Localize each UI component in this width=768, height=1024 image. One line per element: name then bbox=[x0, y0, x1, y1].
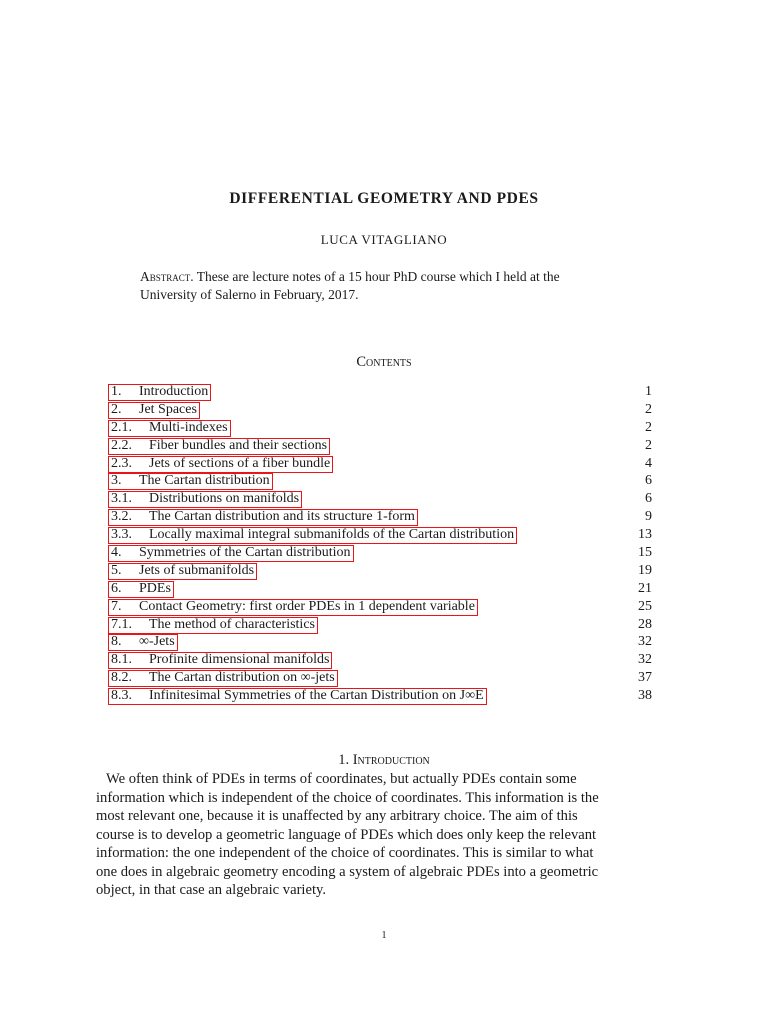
body-text-line: We often think of PDEs in terms of coordinates, but actually PDEs contain some bbox=[106, 771, 577, 787]
toc-entry-title: Introduction bbox=[139, 384, 209, 399]
toc-entry-number: 8. bbox=[111, 634, 122, 650]
toc-entry-page: 25 bbox=[638, 598, 652, 614]
toc-entry-page: 2 bbox=[645, 401, 652, 417]
toc-entry-page: 19 bbox=[638, 562, 652, 578]
toc-link[interactable] bbox=[108, 402, 200, 419]
toc-entry-number: 2.3. bbox=[111, 455, 132, 471]
toc-entry bbox=[108, 490, 652, 508]
toc-entry-number: 3.3. bbox=[111, 527, 132, 543]
toc-link[interactable] bbox=[108, 688, 487, 705]
toc-entry-number: 1. bbox=[111, 384, 122, 399]
toc-entry-number: 7.1. bbox=[111, 616, 132, 632]
toc-link[interactable] bbox=[108, 652, 332, 669]
contents-heading: Contents bbox=[356, 354, 412, 370]
table-of-contents bbox=[108, 383, 652, 705]
toc-entry-number: 7. bbox=[111, 598, 122, 614]
toc-entry-page: 6 bbox=[645, 491, 652, 507]
abstract-text-line-1: These are lecture notes of a 15 hour PhD course which I held at the bbox=[196, 269, 560, 284]
toc-entry-title: Locally maximal integral submanifolds of the Cartan distribution bbox=[149, 527, 515, 543]
toc-entry-title: ∞-Jets bbox=[139, 634, 175, 650]
toc-entry-number: 3.1. bbox=[111, 491, 132, 507]
toc-entry bbox=[108, 544, 652, 562]
toc-link[interactable] bbox=[108, 670, 338, 687]
toc-entry bbox=[108, 633, 652, 651]
toc-entry-title: The Cartan distribution on ∞-jets bbox=[149, 670, 335, 686]
toc-entry bbox=[108, 455, 652, 473]
body-text-line: most relevant one, because it is unaffected by any arbitrary choice. The aim of this bbox=[96, 808, 578, 824]
toc-link[interactable] bbox=[108, 473, 273, 490]
toc-entry-title: The Cartan distribution bbox=[139, 473, 270, 489]
toc-entry-number: 5. bbox=[111, 562, 122, 578]
toc-entry-title: Contact Geometry: first order PDEs in 1 dependent variable bbox=[139, 598, 475, 614]
body-text-line: object, in that case an algebraic variety. bbox=[96, 882, 327, 898]
toc-entry-page: 2 bbox=[645, 437, 652, 453]
toc-entry-title: Fiber bundles and their sections bbox=[149, 437, 328, 453]
toc-entry bbox=[108, 472, 652, 490]
toc-entry bbox=[108, 508, 652, 526]
toc-entry-title: Distributions on manifolds bbox=[149, 491, 300, 507]
toc-link[interactable] bbox=[108, 384, 211, 401]
toc-link[interactable] bbox=[108, 545, 354, 562]
toc-entry-title: Symmetries of the Cartan distribution bbox=[139, 545, 351, 561]
body-text-line: information which is independent of the choice of coordinates. This information is the bbox=[96, 789, 599, 806]
toc-link[interactable] bbox=[108, 420, 231, 437]
toc-entry bbox=[108, 651, 652, 669]
toc-entry-page: 21 bbox=[638, 580, 652, 596]
toc-entry-title: Infinitesimal Symmetries of the Cartan Distribution on J∞E bbox=[149, 688, 484, 704]
toc-entry-page: 32 bbox=[638, 652, 652, 668]
toc-entry bbox=[108, 562, 652, 580]
page-number: 1 bbox=[381, 930, 387, 941]
abstract bbox=[140, 268, 620, 304]
toc-link[interactable] bbox=[108, 581, 174, 598]
toc-entry-number: 8.1. bbox=[111, 652, 132, 668]
toc-entry bbox=[108, 419, 652, 437]
body-text-line: information: the one independent of the choice of coordinates. This is similar to what bbox=[96, 845, 594, 861]
toc-entry-number: 8.2. bbox=[111, 670, 132, 686]
toc-entry-page: 32 bbox=[638, 634, 652, 650]
toc-entry-page: 37 bbox=[638, 670, 652, 686]
toc-entry-number: 2.1. bbox=[111, 419, 132, 435]
section-heading bbox=[0, 752, 768, 769]
toc-entry bbox=[108, 526, 652, 544]
toc-entry-number: 6. bbox=[111, 580, 122, 596]
toc-link[interactable] bbox=[108, 509, 418, 526]
paper-title: DIFFERENTIAL GEOMETRY AND PDES bbox=[229, 190, 539, 207]
toc-entry-title: Jets of submanifolds bbox=[139, 562, 255, 578]
toc-entry-number: 2. bbox=[111, 401, 122, 417]
toc-link[interactable] bbox=[108, 456, 333, 473]
toc-entry-page: 38 bbox=[638, 688, 652, 704]
toc-link[interactable] bbox=[108, 491, 302, 508]
toc-entry-page: 1 bbox=[645, 384, 652, 399]
toc-entry-number: 3. bbox=[111, 473, 122, 489]
toc-entry-page: 28 bbox=[638, 616, 652, 632]
toc-entry bbox=[108, 616, 652, 634]
toc-link[interactable] bbox=[108, 527, 517, 544]
toc-entry-title: Jets of sections of a fiber bundle bbox=[149, 455, 331, 471]
toc-entry bbox=[108, 598, 652, 616]
toc-entry-title: Multi-indexes bbox=[149, 419, 228, 435]
toc-entry-page: 9 bbox=[645, 509, 652, 525]
toc-link[interactable] bbox=[108, 634, 178, 651]
section-title: Introduction bbox=[352, 752, 430, 768]
toc-entry-page: 13 bbox=[638, 527, 652, 543]
toc-entry-title: PDEs bbox=[139, 580, 171, 596]
toc-entry-page: 2 bbox=[645, 419, 652, 435]
toc-entry bbox=[108, 669, 652, 687]
body-text-line: course is to develop a geometric language of PDEs which does only keep the relevant bbox=[96, 826, 597, 843]
section-number: 1. bbox=[338, 752, 350, 768]
toc-entry bbox=[108, 437, 652, 455]
toc-entry-title: The Cartan distribution and its structure 1-form bbox=[149, 509, 415, 525]
toc-entry-page: 15 bbox=[638, 545, 652, 561]
abstract-text-line-2: University of Salerno in February, 2017. bbox=[140, 287, 359, 302]
toc-entry-number: 2.2. bbox=[111, 437, 132, 453]
toc-entry-page: 4 bbox=[645, 455, 652, 471]
body-paragraph bbox=[96, 770, 652, 900]
toc-link[interactable] bbox=[108, 563, 257, 580]
toc-entry-page: 6 bbox=[645, 473, 652, 489]
paper-author: LUCA VITAGLIANO bbox=[320, 232, 448, 247]
toc-entry bbox=[108, 383, 652, 401]
toc-entry-number: 3.2. bbox=[111, 509, 132, 525]
toc-entry bbox=[108, 580, 652, 598]
toc-entry-number: 8.3. bbox=[111, 688, 132, 704]
toc-entry-number: 4. bbox=[111, 545, 122, 561]
toc-entry-title: Profinite dimensional manifolds bbox=[149, 652, 330, 668]
toc-link[interactable] bbox=[108, 599, 478, 616]
toc-entry bbox=[108, 687, 652, 705]
toc-entry-title: The method of characteristics bbox=[149, 616, 315, 632]
abstract-label: Abstract. bbox=[140, 269, 194, 284]
toc-link[interactable] bbox=[108, 617, 318, 634]
toc-entry-title: Jet Spaces bbox=[139, 401, 197, 417]
body-text-line: one does in algebraic geometry encoding a system of algebraic PDEs into a geometric bbox=[96, 863, 599, 880]
toc-link[interactable] bbox=[108, 438, 330, 455]
toc-entry bbox=[108, 401, 652, 419]
